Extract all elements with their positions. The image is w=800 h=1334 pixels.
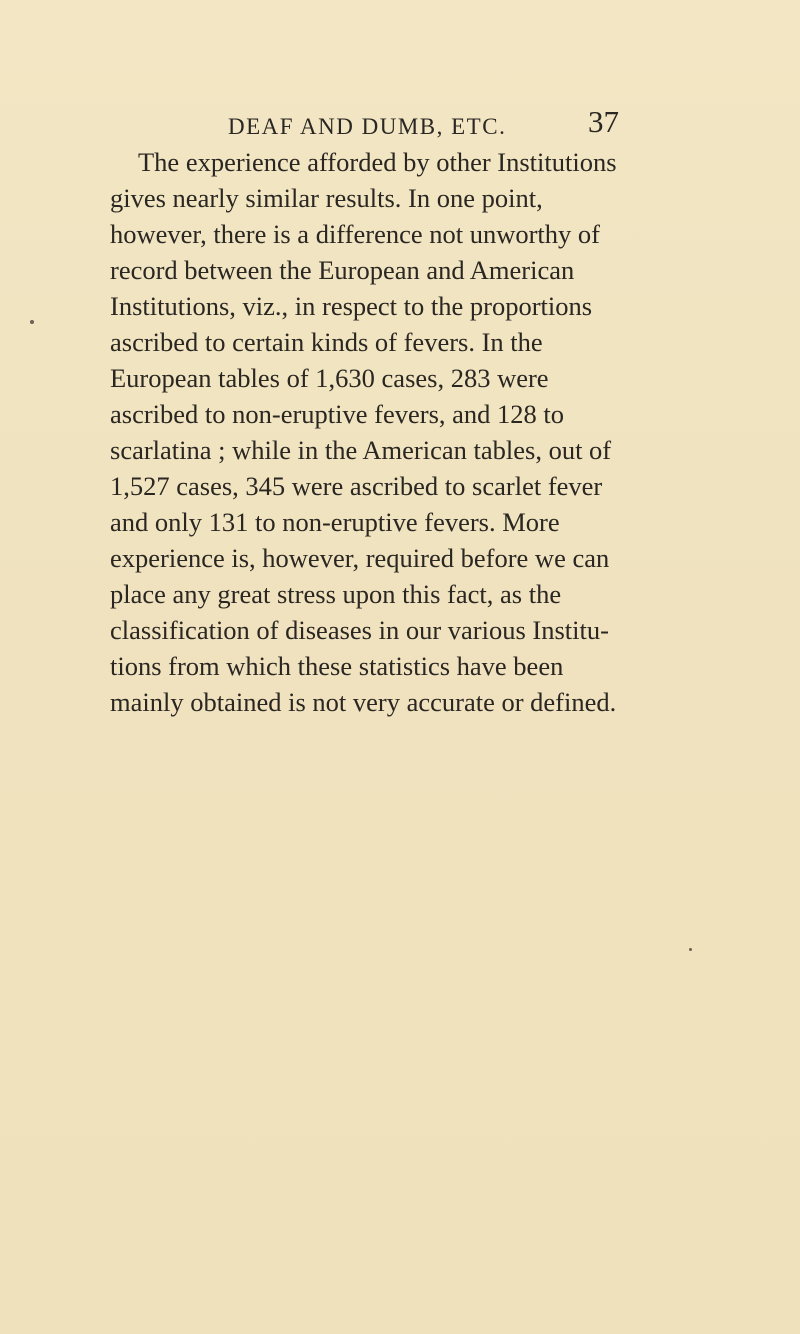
text-line: experience is, however, required before we can xyxy=(110,543,610,573)
text-line: however, there is a difference not unworthy of xyxy=(110,219,600,249)
text-line: scarlatina ; while in the American tables, out of xyxy=(110,435,612,465)
text-line: and only 131 to non-eruptive fevers. More xyxy=(110,507,560,537)
text-line: place any great stress upon this fact, as the xyxy=(110,579,562,609)
text-line: Institutions, viz., in respect to the proportions xyxy=(110,291,593,321)
text-line: record between the European and American xyxy=(110,255,575,285)
text-line: classification of diseases in our various Institu- xyxy=(110,615,609,645)
page-number: 37 xyxy=(588,104,619,139)
text-line: ascribed to certain kinds of fevers. In the xyxy=(110,327,543,357)
running-head: DEAF AND DUMB, ETC. xyxy=(228,114,507,139)
text-line: ascribed to non-eruptive fevers, and 128 to xyxy=(110,399,565,429)
paper-speck xyxy=(689,948,692,951)
text-line: 1,527 cases, 345 were ascribed to scarlet fever xyxy=(110,471,603,501)
text-line: gives nearly similar results. In one point, xyxy=(110,183,543,213)
text-line: tions from which these statistics have been xyxy=(110,651,564,681)
text-line: European tables of 1,630 cases, 283 were xyxy=(110,363,549,393)
text-line: mainly obtained is not very accurate or defined. xyxy=(110,687,617,717)
text-line: The experience afforded by other Institutions xyxy=(138,147,617,177)
paper-speck xyxy=(30,320,34,324)
